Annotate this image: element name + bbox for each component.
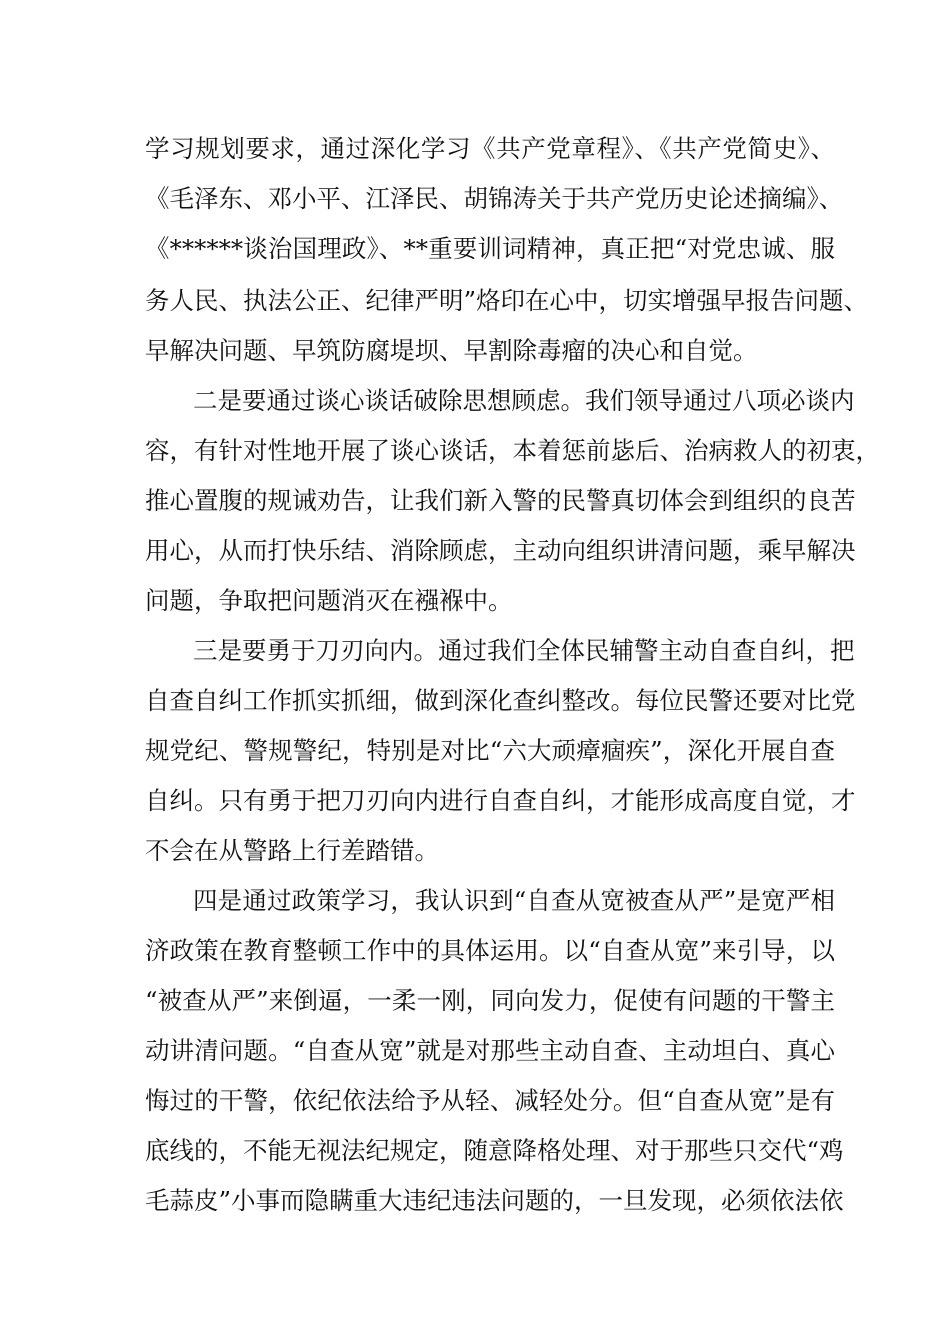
- text-line-14: 自纠。只有勇于把刀刃向内进行自查自纠，才能形成高度自觉，才: [145, 786, 856, 815]
- text-line-2: 《毛泽东、邓小平、江泽民、胡锦涛关于共产党历史论述摘编》、: [145, 184, 844, 213]
- text-line-21: 底线的，不能无视法纪规定，随意降格处理、对于那些只交代“鸡: [145, 1136, 844, 1165]
- text-line-10: 问题，争取把问题消灭在襁褓中。: [145, 586, 513, 615]
- text-line-15: 不会在从警路上行差踏错。: [145, 836, 439, 865]
- text-line-19: 动讲清问题。“自查从宽”就是对那些主动自查、主动坦白、真心: [145, 1036, 835, 1065]
- text-line-3: 《******谈治国理政》、**重要训词精神，真正把“对党忠诚、服: [145, 234, 835, 263]
- text-line-22: 毛蒜皮”小事而隐瞒重大违纪违法问题的，一旦发现，必须依法依: [145, 1186, 844, 1215]
- text-line-12: 自查自纠工作抓实抓细，做到深化查纠整改。每位民警还要对比党: [145, 686, 856, 715]
- text-line-17: 济政策在教育整顿工作中的具体运用。以“自查从宽”来引导，以: [145, 936, 835, 965]
- text-line-4: 务人民、执法公正、纪律严明”烙印在心中，切实增强早报告问题、: [145, 286, 869, 315]
- text-line-20: 悔过的干警，依纪依法给予从轻、减轻处分。但“自查从宽”是有: [145, 1086, 835, 1115]
- text-line-9: 用心，从而打快乐结、消除顾虑，主动向组织讲清问题，乘早解决: [145, 536, 856, 565]
- text-line-18: “被查从严”来倒逼，一柔一刚，同向发力，促使有问题的干警主: [145, 986, 835, 1015]
- text-line-11: 三是要勇于刀刃向内。通过我们全体民辅警主动自查自纠，把: [193, 636, 855, 665]
- text-line-13: 规党纪、警规警纪，特别是对比“六大顽瘴痼疾”，深化开展自查: [145, 736, 835, 765]
- text-line-1: 学习规划要求，通过深化学习《共产党章程》、《共产党简史》、: [145, 134, 835, 163]
- text-line-5: 早解决问题、早筑防腐堤坝、早割除毒瘤的决心和自觉。: [145, 336, 758, 365]
- text-line-6: 二是要通过谈心谈话破除思想顾虑。我们领导通过八项必谈内: [193, 386, 855, 415]
- text-line-7: 容，有针对性地开展了谈心谈话，本着惩前毖后、治病救人的初衷，: [145, 436, 880, 465]
- text-line-16: 四是通过政策学习，我认识到“自查从宽被查从严”是宽严相: [193, 886, 835, 915]
- text-line-8: 推心置腹的规诫劝告，让我们新入警的民警真切体会到组织的良苦: [145, 486, 856, 515]
